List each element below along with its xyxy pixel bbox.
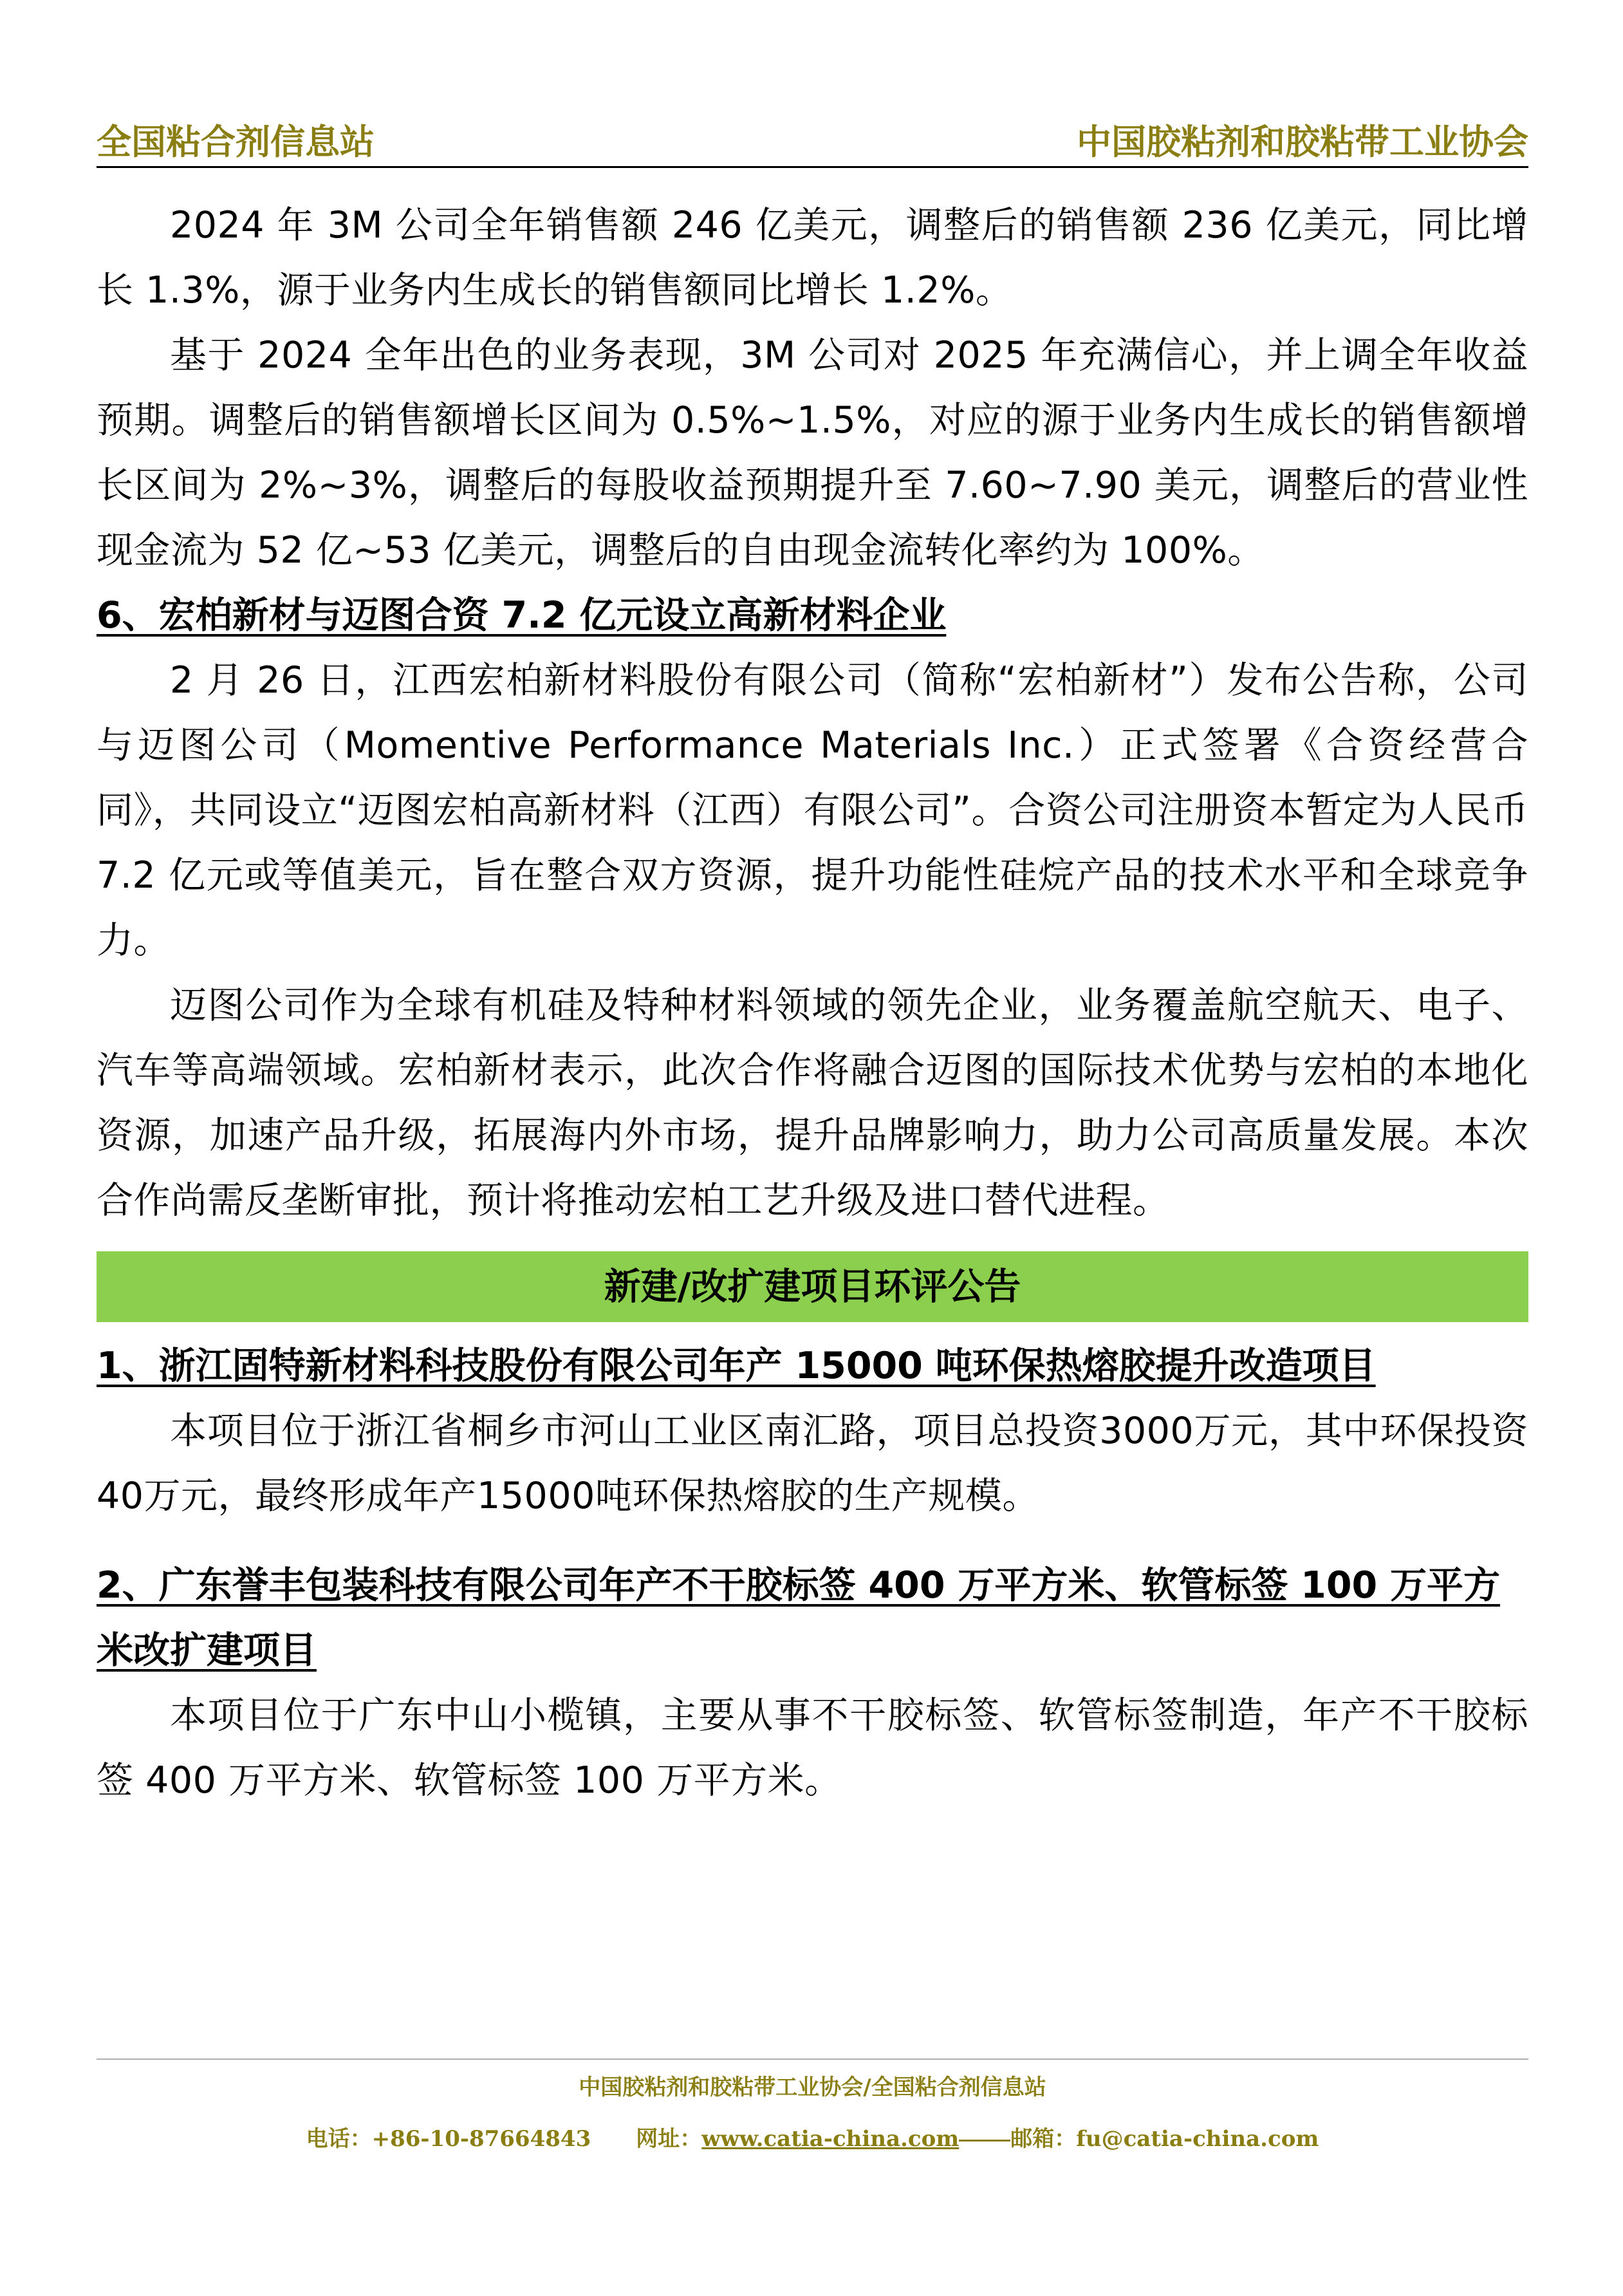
footer-org: 中国胶粘剂和胶粘带工业协会/全国粘合剂信息站: [579, 2075, 1046, 2100]
footer-email[interactable]: 邮箱：fu@catia-china.com: [1010, 2126, 1319, 2152]
paragraph-3m-sales: 2024 年 3M 公司全年销售额 246 亿美元，调整后的销售额 236 亿美元，同比增长 1.3%，源于业务内生成长的销售额同比增长 1.2%。: [97, 204, 1528, 312]
paragraph-project-1: 本项目位于浙江省桐乡市河山工业区南汇路，项目总投资3000万元，其中环保投资40万元，最终形成年产15000吨环保热熔胶的生产规模。: [97, 1410, 1528, 1517]
paragraph-hongbai-announcement: 2 月 26 日，江西宏柏新材料股份有限公司（简称“宏柏新材”）发布公告称，公司与迈图公司（Momentive Performance Materials Inc.）正式签署《合资经营合同》，共同设立“迈图宏柏高新材料（江西）有限公司”。合资公司注册资本暂定为人民币 7.2 亿元或等值美元，旨在整合双方资源，提升功能性硅烷产品的技术水平和全球竞争力。: [97, 659, 1528, 962]
paragraph-hongbai-cooperation: 迈图公司作为全球有机硅及特种材料领域的领先企业，业务覆盖航空航天、电子、汽车等高端领域。宏柏新材表示，此次合作将融合迈图的国际技术优势与宏柏的本地化资源，加速产品升级，拓展海内外市场，提升品牌影响力，助力公司高质量发展。本次合作尚需反垄断审批，预计将推动宏柏工艺升级及进口替代进程。: [97, 984, 1528, 1222]
header-right-title: 中国胶粘剂和胶粘带工业协会: [1077, 121, 1528, 162]
footer-divider: [97, 2058, 1528, 2060]
footer-phone: 电话：+86-10-87664843: [306, 2126, 591, 2152]
paragraph-project-2: 本项目位于广东中山小榄镇，主要从事不干胶标签、软管标签制造，年产不干胶标签 400 万平方米、软管标签 100 万平方米。: [97, 1694, 1528, 1802]
header-left-title: 全国粘合剂信息站: [97, 121, 375, 162]
page-header: [97, 115, 1528, 168]
paragraph-3m-outlook: 基于 2024 全年出色的业务表现，3M 公司对 2025 年充满信心，并上调全年收益预期。调整后的销售额增长区间为 0.5%~1.5%，对应的源于业务内生成长的销售额增长区间为 2%~3%，调整后的每股收益预期提升至 7.60~7.90 美元，调整后的营业性现金流为 52 亿~53 亿美元，调整后的自由现金流转化率约为 100%。: [97, 334, 1528, 572]
section-heading-project-2: 2、广东誉丰包装科技有限公司年产不干胶标签 400 万平方米、软管标签 100 万平方米改扩建项目: [97, 1564, 1500, 1672]
section-heading-project-1: 1、浙江固特新材料科技股份有限公司年产 15000 吨环保热熔胶提升改造项目: [97, 1345, 1376, 1387]
document-body: [97, 193, 1528, 1813]
spacer: [97, 1529, 1528, 1553]
section-heading-hongbai: 6、宏柏新材与迈图合资 7.2 亿元设立高新材料企业: [97, 594, 947, 637]
footer-contact: [97, 2121, 1528, 2152]
section-banner: 新建/改扩建项目环评公告: [97, 1251, 1528, 1322]
footer-website-label: 网址：: [636, 2126, 702, 2152]
footer-website-link[interactable]: www.catia-china.com: [701, 2126, 960, 2152]
